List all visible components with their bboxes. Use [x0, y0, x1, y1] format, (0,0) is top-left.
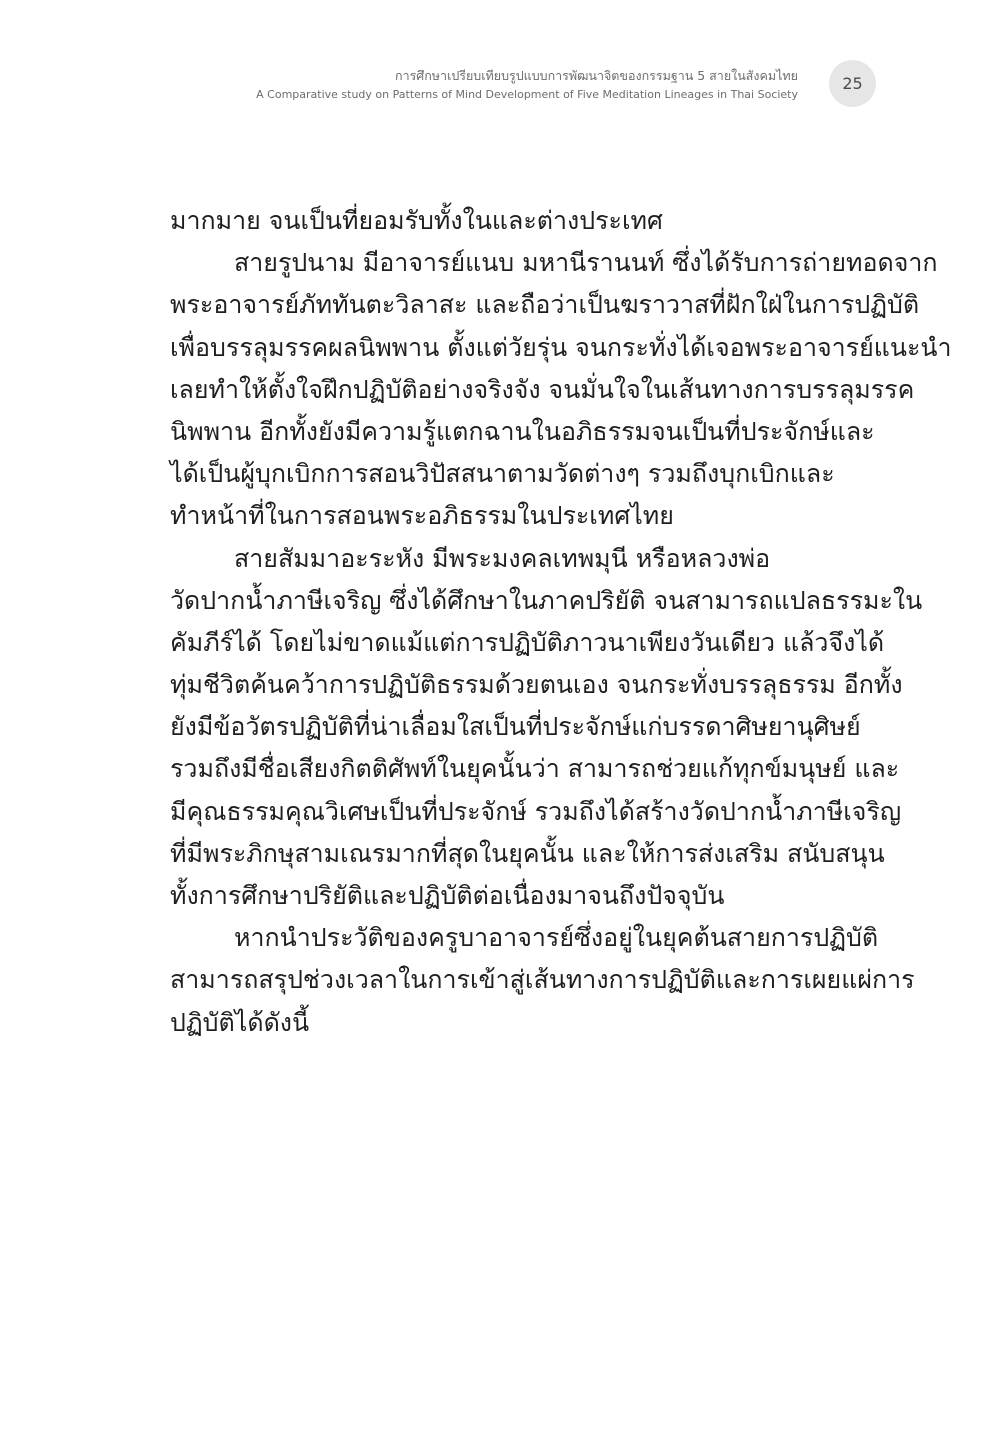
body-line: ที่มีพระภิกษุสามเณรมากที่สุดในยุคนั้น และให้การส่งเสริม สนับสนุน	[170, 838, 885, 868]
body-line: ทำหน้าที่ในการสอนพระอภิธรรมในประเทศไทย	[170, 501, 674, 531]
body-line: นิพพาน อีกทั้งยังมีความรู้แตกฉานในอภิธรรมจนเป็นที่ประจักษ์และ	[170, 416, 875, 446]
body-line: เลยทำให้ตั้งใจฝึกปฏิบัติอย่างจริงจัง จนมั่นใจในเส้นทางการบรรลุมรรค	[170, 374, 915, 404]
header-title-english: A Comparative study on Patterns of Mind Development of Five Meditation Lineages in Thai Society	[256, 88, 798, 101]
body-line: ยังมีข้อวัตรปฏิบัติที่น่าเลื่อมใสเป็นที่ประจักษ์แก่บรรดาศิษยานุศิษย์	[170, 712, 861, 742]
body-line: วัดปากน้ำภาษีเจริญ ซึ่งได้ศึกษาในภาคปริยัติ จนสามารถแปลธรรมะใน	[170, 585, 923, 615]
body-line: คัมภีร์ได้ โดยไม่ขาดแม้แต่การปฏิบัติภาวนาเพียงวันเดียว แล้วจึงได้	[170, 627, 885, 657]
body-line: รวมถึงมีชื่อเสียงกิตติศัพท์ในยุคนั้นว่า สามารถช่วยแก้ทุกข์มนุษย์ และ	[170, 754, 900, 784]
body-line: มีคุณธรรมคุณวิเศษเป็นที่ประจักษ์ รวมถึงได้สร้างวัดปากน้ำภาษีเจริญ	[170, 796, 902, 826]
body-line: ทุ่มชีวิตค้นคว้าการปฏิบัติธรรมด้วยตนเอง จนกระทั่งบรรลุธรรม อีกทั้ง	[170, 670, 903, 700]
body-line: สายรูปนาม มีอาจารย์แนบ มหานีรานนท์ ซึ่งได้รับการถ่ายทอดจาก	[234, 248, 938, 278]
body-text	[170, 200, 952, 1044]
running-header	[138, 66, 798, 104]
body-line: พระอาจารย์ภัททันตะวิลาสะ และถือว่าเป็นฆราวาสที่ฝักใฝ่ในการปฏิบัติ	[170, 290, 920, 320]
page-number-badge	[829, 60, 876, 107]
body-line: ทั้งการศึกษาปริยัติและปฏิบัติต่อเนื่องมาจนถึงปัจจุบัน	[170, 881, 725, 910]
header-title-thai: การศึกษาเปรียบเทียบรูปแบบการพัฒนาจิตของกรรมฐาน 5 สายในสังคมไทย	[395, 68, 798, 83]
body-line: ปฏิบัติได้ดังนี้	[170, 1007, 310, 1037]
body-line: ได้เป็นผู้บุกเบิกการสอนวิปัสสนาตามวัดต่างๆ รวมถึงบุกเบิกและ	[170, 459, 835, 489]
body-line: สายสัมมาอะระหัง มีพระมงคลเทพมุนี หรือหลวงพ่อ	[234, 543, 771, 573]
page-number: 25	[842, 74, 863, 93]
body-line: หากนำประวัติของครูบาอาจารย์ซึ่งอยู่ในยุคต้นสายการปฏิบัติ	[234, 923, 879, 953]
body-line: มากมาย จนเป็นที่ยอมรับทั้งในและต่างประเทศ	[170, 206, 663, 235]
body-line: สามารถสรุปช่วงเวลาในการเข้าสู่เส้นทางการปฏิบัติและการเผยแผ่การ	[170, 965, 915, 995]
body-line: เพื่อบรรลุมรรคผลนิพพาน ตั้งแต่วัยรุ่น จนกระทั่งได้เจอพระอาจารย์แนะนำ	[170, 332, 952, 362]
